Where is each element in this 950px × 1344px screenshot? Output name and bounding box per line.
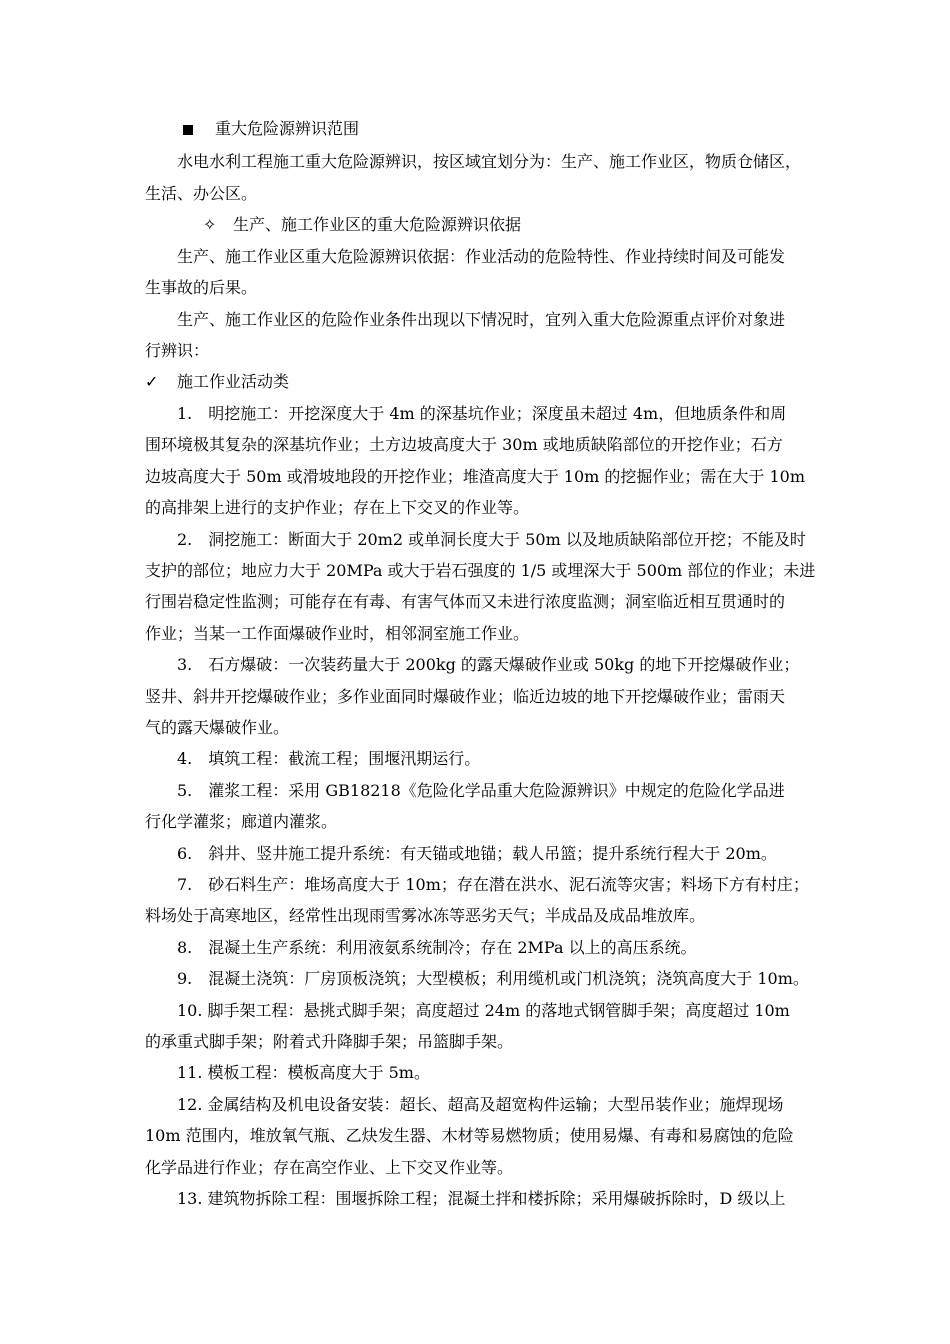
list-item-line: 10m 范围内，堆放氧气瓶、乙炔发生器、木材等易燃物质；使用易爆、有毒和易腐蚀的危险 (145, 1126, 794, 1145)
list-item-line: 支护的部位；地应力大于 20MPa 或大于岩石强度的 1/5 或埋深大于 500m 部位的作业；未进 (145, 561, 816, 580)
list-item-line: 行化学灌浆；廊道内灌浆。 (145, 812, 338, 831)
list-item-line: 5. 灌浆工程：采用 GB18218《危险化学品重大危险源辨识》中规定的危险化学品进 (177, 781, 785, 800)
list-item-line: 料场处于高寒地区，经常性出现雨雪雾冰冻等恶劣天气；半成品及成品堆放库。 (145, 906, 706, 925)
list-item-line: 气的露天爆破作业。 (145, 718, 290, 737)
list-item-line: 7. 砂石料生产：堆场高度大于 10m；存在潜在洪水、泥石流等灾害；料场下方有村庄； (177, 875, 809, 894)
list-item-line: 的高排架上进行的支护作业；存在上下交叉的作业等。 (145, 498, 530, 517)
diamond-bullet-icon: ✧ (203, 215, 217, 234)
subsection-heading: 生产、施工作业区的重大危险源辨识依据 (233, 215, 522, 234)
category-heading: 施工作业活动类 (177, 372, 290, 391)
list-item-line: 6. 斜井、竖井施工提升系统：有天锚或地锚；载人吊篮；提升系统行程大于 20m。 (177, 844, 777, 863)
list-item-line: 围环境极其复杂的深基坑作业；土方边坡高度大于 30m 或地质缺陷部位的开挖作业；石方 (145, 435, 783, 454)
list-item-line: 9. 混凝土浇筑：厂房顶板浇筑；大型模板；利用缆机或门机浇筑；浇筑高度大于 10m。 (177, 969, 809, 988)
paragraph-line: 生产、施工作业区的危险作业条件出现以下情况时，宜列入重大危险源重点评价对象进 (177, 310, 786, 329)
list-item-line: 11. 模板工程：模板高度大于 5m。 (177, 1063, 430, 1082)
square-bullet-icon (183, 125, 193, 135)
list-item-line: 4. 填筑工程：截流工程；围堰汛期运行。 (177, 749, 481, 768)
list-item-line: 2. 洞挖施工：断面大于 20m2 或单洞长度大于 50m 以及地质缺陷部位开挖；不能及时 (177, 530, 806, 549)
section-heading: 重大危险源辨识范围 (215, 119, 360, 138)
check-bullet-icon: ✓ (145, 372, 159, 391)
list-item-line: 作业；当某一工作面爆破作业时，相邻洞室施工作业。 (145, 624, 530, 643)
list-item-line: 化学品进行作业；存在高空作业、上下交叉作业等。 (145, 1158, 514, 1177)
paragraph-line: 行辨识： (145, 341, 210, 360)
list-item-line: 13. 建筑物拆除工程：围堰拆除工程；混凝土拌和楼拆除；采用爆破拆除时，D 级以上 (177, 1189, 786, 1208)
list-item-line: 竖井、斜井开挖爆破作业；多作业面同时爆破作业；临近边坡的地下开挖爆破作业；雷雨天 (145, 687, 786, 706)
paragraph-line: 水电水利工程施工重大危险源辨识，按区域宜划分为：生产、施工作业区，物质仓储区， (177, 152, 802, 171)
list-item-line: 12. 金属结构及机电设备安装：超长、超高及超宽构件运输；大型吊装作业；施焊现场 (177, 1095, 784, 1114)
paragraph-line: 生产、施工作业区重大危险源辨识依据：作业活动的危险特性、作业持续时间及可能发 (177, 247, 786, 266)
list-item-line: 边坡高度大于 50m 或滑坡地段的开挖作业；堆渣高度大于 10m 的挖掘作业；需在大于 10m (145, 467, 806, 486)
paragraph-line: 生活、办公区。 (145, 184, 258, 203)
list-item-line: 1. 明挖施工：开挖深度大于 4m 的深基坑作业；深度虽未超过 4m，但地质条件和周 (177, 404, 787, 423)
list-item-line: 8. 混凝土生产系统：利用液氨系统制冷；存在 2MPa 以上的高压系统。 (177, 938, 697, 957)
list-item-line: 10. 脚手架工程：悬挑式脚手架；高度超过 24m 的落地式钢管脚手架；高度超过 10m (177, 1001, 790, 1020)
list-item-line: 行围岩稳定性监测；可能存在有毒、有害气体而又未进行浓度监测；洞室临近相互贯通时的 (145, 592, 786, 611)
paragraph-line: 生事故的后果。 (145, 278, 258, 297)
list-item-line: 的承重式脚手架；附着式升降脚手架；吊篮脚手架。 (145, 1032, 514, 1051)
list-item-line: 3. 石方爆破：一次装药量大于 200kg 的露天爆破作业或 50kg 的地下开挖爆破作业； (177, 655, 800, 674)
